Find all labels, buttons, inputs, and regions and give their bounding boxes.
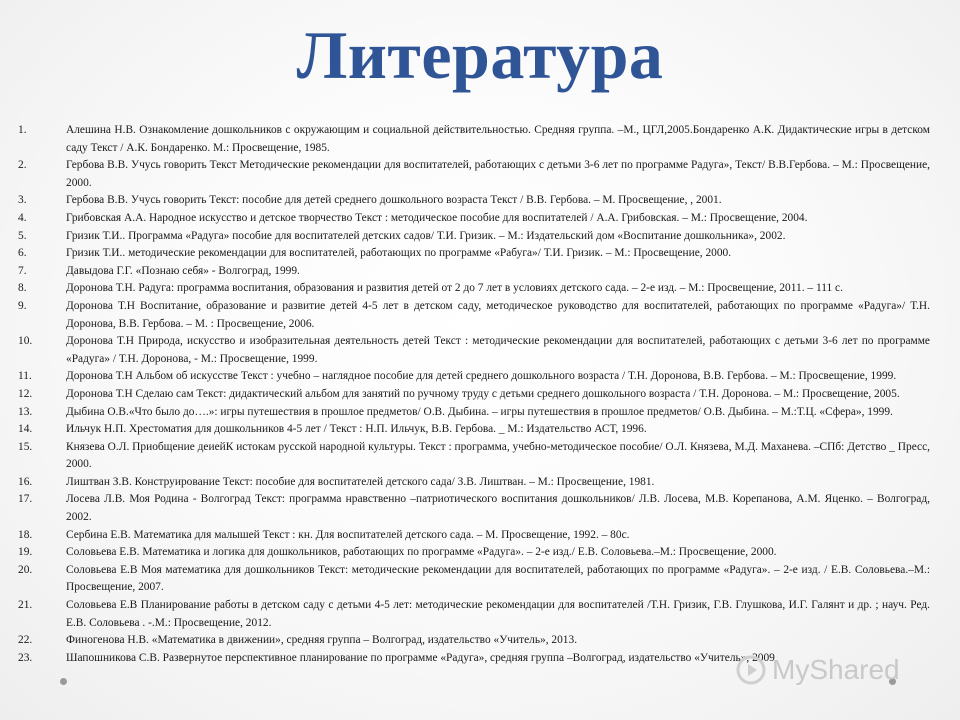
reference-text: Гербова В.В. Учусь говорить Текст: пособие для детей среднего дошкольного возраста Текст / В.В. Гербова. – М. Просвещение, , 2001. (66, 194, 722, 207)
reference-number: 17. (18, 493, 33, 506)
reference-number: 15. (18, 440, 33, 453)
reference-item (18, 421, 930, 439)
reference-number: 14. (18, 423, 33, 436)
reference-number: 21. (18, 599, 33, 612)
reference-number: 22. (18, 634, 33, 647)
reference-item (18, 544, 930, 562)
reference-item (18, 491, 930, 526)
reference-item (18, 527, 930, 545)
slide-title: Литература (296, 17, 664, 93)
reference-text: Доронова Т.Н Природа, искусство и изобразительная деятельность детей Текст : методические рекомендации для воспитателей, работающих с детьми 3-6 лет по программе «Радуга» / Т.Н. Доронова, - М.: Просвещение, 1999. (66, 335, 930, 365)
reference-list (18, 122, 930, 667)
reference-item (18, 386, 930, 404)
reference-number: 20. (18, 563, 33, 576)
reference-item (18, 263, 930, 281)
reference-text: Князева О.Л. Приобщение деиейК истокам русской народной культуры. Текст : программа, учебно-методическое пособие/ О.Л. Князева, М.Д. Маханева. –СПб: Детство _ Пресс, 2000. (66, 440, 930, 471)
reference-item (18, 474, 930, 492)
reference-number: 18. (18, 528, 33, 541)
reference-item (18, 404, 930, 422)
reference-text: Финогенова Н.В. «Математика в движении», средняя группа – Волгоград, издательство «Учитель», 2013. (66, 634, 578, 647)
reference-number: 4. (18, 211, 27, 224)
decorative-dot (889, 678, 896, 685)
reference-item (18, 439, 930, 474)
reference-number: 9. (18, 299, 27, 312)
reference-text: Соловьева Е.В Планирование работы в детском саду с детьми 4-5 лет: методические рекомендации для воспитателей /Т.Н. Гризик, Г.В. Глушкова, И.Г. Галянт и др. ; науч. Ред. Е.В. Соловьева . -.М.: Просвещение, 2012. (66, 599, 930, 629)
reference-text: Соловьева Е.В. Математика и логика для дошкольников, работающих по программе «Радуга». – 2-е изд./ Е.В. Соловьева.–М.: Просвещение, 2000. (66, 546, 777, 559)
reference-text: Гербова В.В. Учусь говорить Текст Методические рекомендации для воспитателей, работающих с детьми 3-6 лет по программе Радуга», Текст/ В.В.Гербова. – М.: Просвещение, 2000. (66, 159, 930, 189)
reference-number: 6. (18, 247, 27, 260)
reference-text: Ильчук Н.П. Хрестоматия для дошкольников 4-5 лет / Текст : Н.П. Ильчук, В.В. Гербова. _ М.: Издательство АСТ, 1996. (66, 423, 647, 436)
reference-text: Грибовская А.А. Народное искусство и детское творчество Текст : методическое пособие для воспитателей / А.А. Грибовская. – М.: Просвещение, 2004. (66, 211, 808, 224)
reference-text: Давыдова Г.Г. «Познаю себя» - Волгоград, 1999. (66, 264, 300, 277)
reference-item (18, 245, 930, 263)
reference-item (18, 210, 930, 228)
reference-text: Шапошникова С.В. Развернутое перспективное планирование по программе «Радуга», средняя группа –Волгоград, издательство «Учитель», 2009 (66, 651, 775, 664)
reference-number: 11. (18, 370, 32, 383)
reference-number: 3. (18, 194, 27, 207)
reference-number: 19. (18, 546, 33, 559)
reference-text: Доронова Т.Н Воспитание, образование и развитие детей 4-5 лет в детском саду, методическое руководство для воспитателей, работающих по программе «Радуга»/ Т.Н. Доронова, В.В. Гербова. – М. : Просвещение, 2006. (66, 299, 930, 330)
reference-item (18, 562, 930, 597)
watermark-text: MyShared (772, 654, 900, 685)
reference-number: 1. (18, 124, 27, 136)
reference-item (18, 280, 930, 298)
reference-item (18, 333, 930, 368)
reference-item (18, 228, 930, 246)
reference-number: 13. (18, 405, 33, 418)
reference-item (18, 368, 930, 386)
reference-text: Доронова Т.Н. Радуга: программа воспитания, образования и развития детей от 2 до 7 лет в условиях детского сада. – 2-е изд. – М.: Просвещение, 2011. – 111 с. (66, 282, 843, 295)
reference-text: Гризик Т.И.. Программа «Радуга» пособие для воспитателей детских садов/ Т.И. Гризик. – М.: Издательский дом «Воспитание дошкольника», 2002. (66, 229, 786, 242)
reference-text: Доронова Т.Н Сделаю сам Текст: дидактический альбом для занятий по ручному труду с детьми среднего дошкольного возраста / Т.Н. Доронова. – М.: Просвещение, 2005. (66, 387, 900, 400)
reference-item (18, 597, 930, 632)
reference-number: 2. (18, 159, 27, 172)
reference-text: Лиштван З.В. Конструирование Текст: пособие для воспитателей детского сада/ З.В. Лиштван. – М.: Просвещение, 1981. (66, 475, 655, 488)
decorative-dot (60, 678, 67, 685)
reference-text: Сербина Е.В. Математика для малышей Текст : кн. Для воспитателей детского сада. – М. Просвещение, 1992. – 80с. (66, 528, 630, 541)
reference-number: 7. (18, 264, 27, 277)
reference-text: Дыбина О.В.«Что было до….»: игры путешествия в прошлое предметов/ О.В. Дыбина. – игры путешествия в прошлое предметов/ О.В. Дыбина. – М.:Т.Ц. «Сфера», 1999. (66, 405, 893, 418)
reference-text: Лосева Л.В. Моя Родина - Волгоград Текст: программа нравственно –патриотического воспитания дошкольников/ Л.В. Лосева, М.В. Корепанова, А.М. Яценко. – Волгоград, 2002. (66, 493, 930, 524)
reference-number: 10. (18, 335, 33, 348)
reference-item (18, 298, 930, 333)
reference-number: 5. (18, 229, 27, 242)
reference-item (18, 632, 930, 650)
reference-text: Соловьева Е.В Моя математика для дошкольников Текст: методические рекомендации для воспитателей, работающих по программе «Радуга». – 2-е изд. / Е.В. Соловьева.–М.: Просвещение, 2007. (66, 563, 930, 594)
reference-item (18, 122, 930, 157)
reference-number: 16. (18, 475, 33, 488)
reference-item (18, 650, 930, 668)
reference-text: Доронова Т.Н Альбом об искусстве Текст : учебно – наглядное пособие для детей среднего дошкольного возраста / Т.Н. Доронова, В.В. Гербова. – М.: Просвещение, 1999. (66, 370, 897, 383)
reference-item (18, 192, 930, 210)
reference-text: Алешина Н.В. Ознакомление дошкольников с окружающим и социальной действительностью. Средняя группа. –М., ЦГЛ,2005.Бондаренко А.К. Дидактические игры в детском саду Текст / А.К. Бондаренко. М.: Просвещение, 1985. (66, 124, 930, 154)
reference-number: 8. (18, 282, 27, 295)
reference-number: 12. (18, 387, 33, 400)
reference-text: Гризик Т.И.. методические рекомендации для воспитателей, работающих по программе «Рабуга»/ Т.И. Гризик. – М.: Просвещение, 2000. (66, 247, 732, 260)
reference-number: 23. (18, 651, 33, 664)
reference-item (18, 157, 930, 192)
